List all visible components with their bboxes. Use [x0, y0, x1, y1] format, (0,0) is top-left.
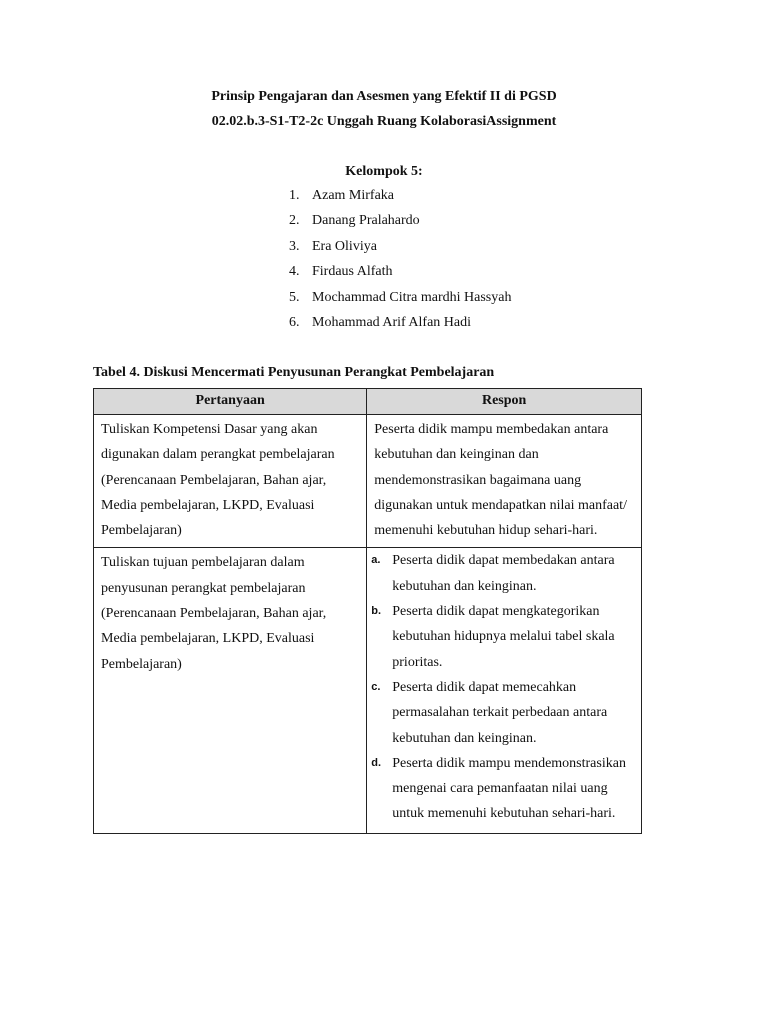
response-cell	[367, 415, 642, 548]
discussion-table	[93, 388, 642, 834]
member-name: Mohammad Arif Alfan Hadi	[312, 314, 472, 330]
list-text: Peserta didik dapat mengkategorikan kebutuhan hidupnya melalui tabel skala prioritas.	[392, 604, 615, 670]
question-text: Tuliskan tujuan pembelajaran dalam penyusunan perangkat pembelajaran (Perencanaan Pembelajaran, Bahan ajar, Media pembelajaran, LKPD, Evaluasi Pembelajaran)	[101, 555, 327, 672]
member-name: Azam Mirfaka	[312, 188, 395, 203]
response-text: Peserta didik mampu membedakan antara kebutuhan dan keinginan dan mendemonstrasikan bagaimana uang digunakan untuk mendapatkan nilai manfaat/ memenuhi kebutuhan hidup sehari-hari.	[374, 422, 627, 539]
member-item	[289, 263, 511, 288]
member-number: 3.	[289, 238, 300, 254]
member-number: 1.	[289, 188, 300, 203]
response-list-item	[371, 675, 635, 751]
response-list	[367, 548, 641, 832]
response-list-item	[371, 548, 635, 599]
member-item	[289, 238, 511, 263]
response-cell	[367, 548, 642, 833]
list-text: Peserta didik dapat memecahkan permasalahan terkait perbedaan antara kebutuhan dan keinginan.	[392, 679, 608, 746]
question-cell	[94, 415, 367, 548]
member-item	[289, 212, 511, 237]
member-name: Danang Pralahardo	[312, 213, 420, 229]
assignment-code: 02.02.b.3-S1-T2-2c Unggah Ruang KolaborasiAssignment	[211, 114, 557, 129]
member-number: 4.	[289, 264, 300, 280]
list-letter: c.	[371, 680, 381, 693]
member-name: Firdaus Alfath	[312, 264, 393, 280]
list-text: Peserta didik mampu mendemonstrasikan mengenai cara pemanfaatan nilai uang untuk memenuhi kebutuhan sehari-hari.	[392, 755, 626, 822]
table-caption: Tabel 4. Diskusi Mencermati Penyusunan Perangkat Pembelajaran	[93, 365, 495, 380]
document-title: Prinsip Pengajaran dan Asesmen yang Efektif II di PGSD	[211, 89, 557, 104]
list-letter: d.	[371, 756, 382, 769]
question-text: Tuliskan Kompetensi Dasar yang akan digunakan dalam perangkat pembelajaran (Perencanaan Pembelajaran, Bahan ajar, Media pembelajaran, LKPD, Evaluasi Pembelajaran)	[101, 422, 335, 539]
column-header-question: Pertanyaan	[94, 389, 367, 415]
member-item	[289, 187, 511, 212]
question-cell	[94, 548, 367, 833]
member-number: 2.	[289, 213, 300, 229]
table-row	[94, 548, 642, 833]
member-number: 5.	[289, 289, 300, 305]
member-number: 6.	[289, 314, 300, 330]
group-heading: Kelompok 5:	[345, 164, 423, 179]
list-text: Peserta didik dapat membedakan antara kebutuhan dan keinginan.	[392, 553, 615, 594]
table-header-row	[94, 389, 642, 415]
response-list-item	[371, 599, 635, 675]
list-letter: a.	[371, 554, 381, 567]
member-name: Era Oliviya	[312, 238, 377, 254]
member-item	[289, 289, 511, 314]
member-name: Mochammad Citra mardhi Hassyah	[312, 289, 512, 305]
member-list	[289, 187, 511, 339]
response-list-item	[371, 751, 635, 827]
list-letter: b.	[371, 605, 382, 618]
table-row	[94, 415, 642, 548]
column-header-response: Respon	[367, 389, 642, 415]
member-item	[289, 314, 511, 339]
